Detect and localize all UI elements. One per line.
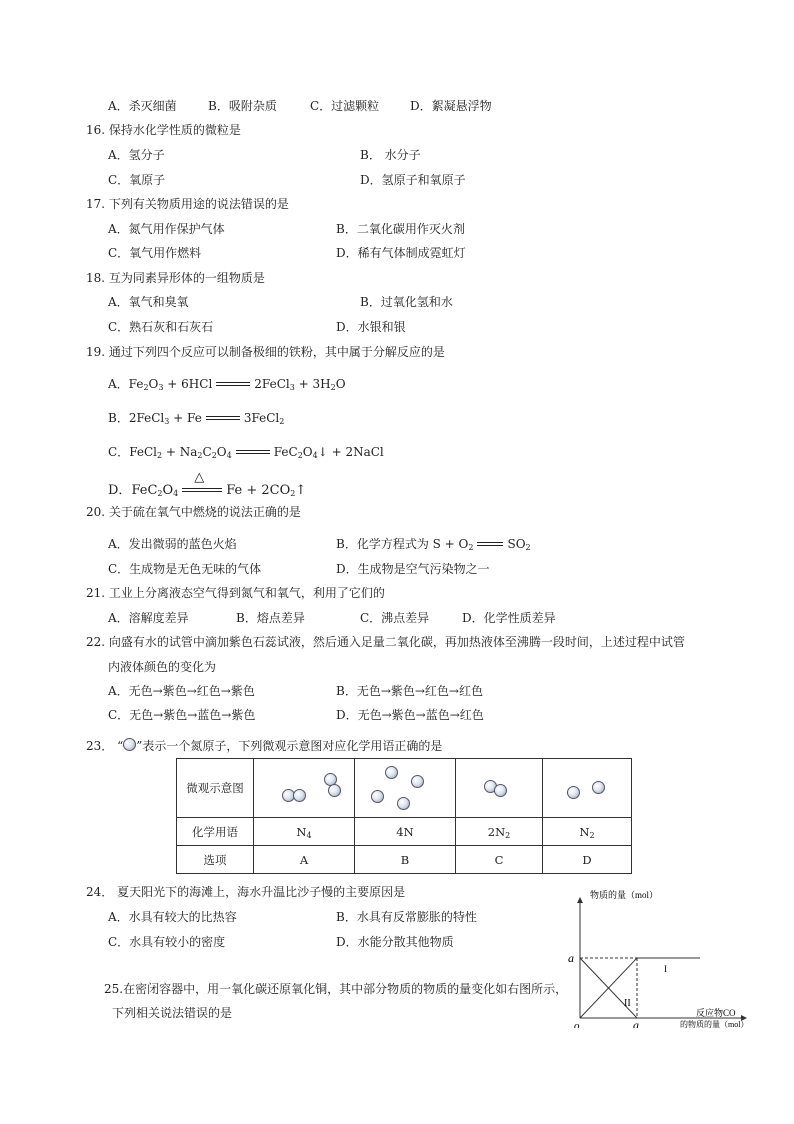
q24-stem: 24． 夏天阳光下的海滩上，海水升温比沙子慢的主要原因是: [86, 885, 406, 899]
formula-a: $N_4$: [254, 818, 355, 846]
q19-stem: 19. 通过下列四个反应可以制备极细的铁粉，其中属于分解反应的是: [86, 345, 445, 359]
q19-option-d: D．$FeC_2O_4$ △ $Fe + 2CO_2↑$: [108, 470, 307, 498]
q16-option-b: B． 水分子: [360, 148, 421, 162]
q24-option-b: B．水具有反常膨胀的特性: [336, 910, 477, 924]
a-label-y: a: [568, 951, 574, 965]
q17-option-d: D．稀有气体制成霓虹灯: [336, 246, 466, 260]
q19-option-a: A．$Fe_2O_3 + 6HCl$ 2FeCl$_3$ + $3H_2O$: [108, 377, 346, 392]
q25-stem-line2: 下列相关说法错误的是: [112, 1006, 233, 1020]
x-axis-label-2: 的物质的量（mol）: [680, 1020, 749, 1028]
q17-stem: 17. 下列有关物质用途的说法错误的是: [86, 197, 289, 211]
q16-option-c: C．氧原子: [108, 173, 166, 187]
q17-option-a: A．氮气用作保护气体: [108, 222, 225, 236]
choice-a: A: [254, 846, 355, 874]
q21-option-b: B．熔点差异: [236, 611, 305, 625]
q20-option-c: C．生成物是无色无味的气体: [108, 562, 262, 576]
q20-stem: 20. 关于硫在氧气中燃烧的说法正确的是: [86, 505, 301, 519]
q17-option-b: B．二氧化碳用作灭火剂: [336, 222, 465, 236]
q18-option-b: B．过氧化氢和水: [360, 295, 453, 309]
q21-option-d: D．化学性质差异: [462, 611, 556, 625]
q24-option-c: C．水具有较小的密度: [108, 935, 226, 949]
q22-stem-line1: 22. 向盛有水的试管中滴加紫色石蕊试液，然后通入足量二氧化碳，再加热液体至沸腾一段时间，上述过程中试管: [86, 635, 685, 649]
y-axis-label: 物质的量（mol）: [590, 890, 659, 900]
q25-stem-line1: 25.在密闭容器中，用一氧化碳还原氧化铜，其中部分物质的物质的量变化如右图所示，: [104, 982, 568, 996]
q17-option-c: C．氧气用作燃料: [108, 246, 202, 260]
q22-option-a: A．无色→紫色→红色→紫色: [108, 684, 255, 698]
diagram-cell-b: [355, 759, 456, 818]
q23-stem: 23． “ ”表示一个氮原子，下列微观示意图对应化学用语正确的是: [86, 739, 443, 753]
q21-option-c: C．沸点差异: [360, 611, 430, 625]
table-row-label: 微观示意图: [177, 759, 254, 818]
q20-option-b: B．化学方程式为 $S + O_2$ $SO_2$: [336, 537, 531, 552]
q15-option-a: A．杀灭细菌: [108, 99, 177, 113]
diagram-cell-a: [254, 759, 355, 818]
q15-option-c: C．过滤颗粒: [310, 99, 380, 113]
curve-label-1: I: [664, 964, 667, 974]
table-row-label: 化学用语: [177, 818, 254, 846]
q18-option-a: A．氧气和臭氧: [108, 295, 189, 309]
q22-option-c: C．无色→紫色→蓝色→紫色: [108, 708, 256, 722]
formula-b: 4N: [355, 818, 456, 846]
q22-option-b: B．无色→紫色→红色→红色: [336, 684, 483, 698]
formula-c: $2N_2$: [456, 818, 543, 846]
x-axis-label: 反应物CO: [696, 1008, 736, 1018]
curve-label-2: II: [624, 998, 631, 1009]
q15-option-b: B．吸附杂质: [208, 99, 277, 113]
q20-option-d: D．生成物是空气污染物之一: [336, 562, 490, 576]
q22-stem-line2: 内液体颜色的变化为: [108, 660, 217, 674]
diagram-cell-c: [456, 759, 543, 818]
diagram-cell-d: [543, 759, 632, 818]
q18-stem: 18. 互为同素异形体的一组物质是: [86, 271, 265, 285]
q22-option-d: D．无色→紫色→蓝色→红色: [336, 708, 484, 722]
heat-symbol: △: [194, 470, 205, 485]
q18-option-c: C．熟石灰和石灰石: [108, 320, 214, 334]
q18-option-d: D．水银和银: [336, 320, 406, 334]
q15-option-d: D．絮凝悬浮物: [410, 99, 492, 113]
q16-stem: 16. 保持水化学性质的微粒是: [86, 123, 241, 137]
q24-option-a: A．水具有较大的比热容: [108, 910, 237, 924]
q21-option-a: A．溶解度差异: [108, 611, 189, 625]
q24-option-d: D．水能分散其他物质: [336, 935, 454, 949]
choice-b: B: [355, 846, 456, 874]
q19-option-c: C．FeCl$_2$ + $Na_2C_2O_4$ $FeC_2O_4↓$ + 2NaCl: [108, 445, 384, 460]
choice-d: D: [543, 846, 632, 874]
q21-stem: 21. 工业上分离液态空气得到氮气和氧气，利用了它们的: [86, 586, 385, 600]
q16-option-a: A．氢分子: [108, 148, 165, 162]
a-label-x: a: [633, 1018, 639, 1028]
nitrogen-atom-icon: [123, 738, 136, 751]
formula-d: $N_2$: [543, 818, 632, 846]
q16-option-d: D．氢原子和氧原子: [360, 173, 466, 187]
table-row-label: 选项: [177, 846, 254, 874]
mole-change-graph: [560, 888, 760, 1028]
micro-diagram-table: [176, 758, 632, 874]
origin-label: o: [574, 1020, 580, 1028]
choice-c: C: [456, 846, 543, 874]
q19-option-b: B．2FeCl$_3$ + Fe 3FeCl$_2$: [108, 411, 285, 426]
q20-option-a: A．发出微弱的蓝色火焰: [108, 537, 237, 551]
